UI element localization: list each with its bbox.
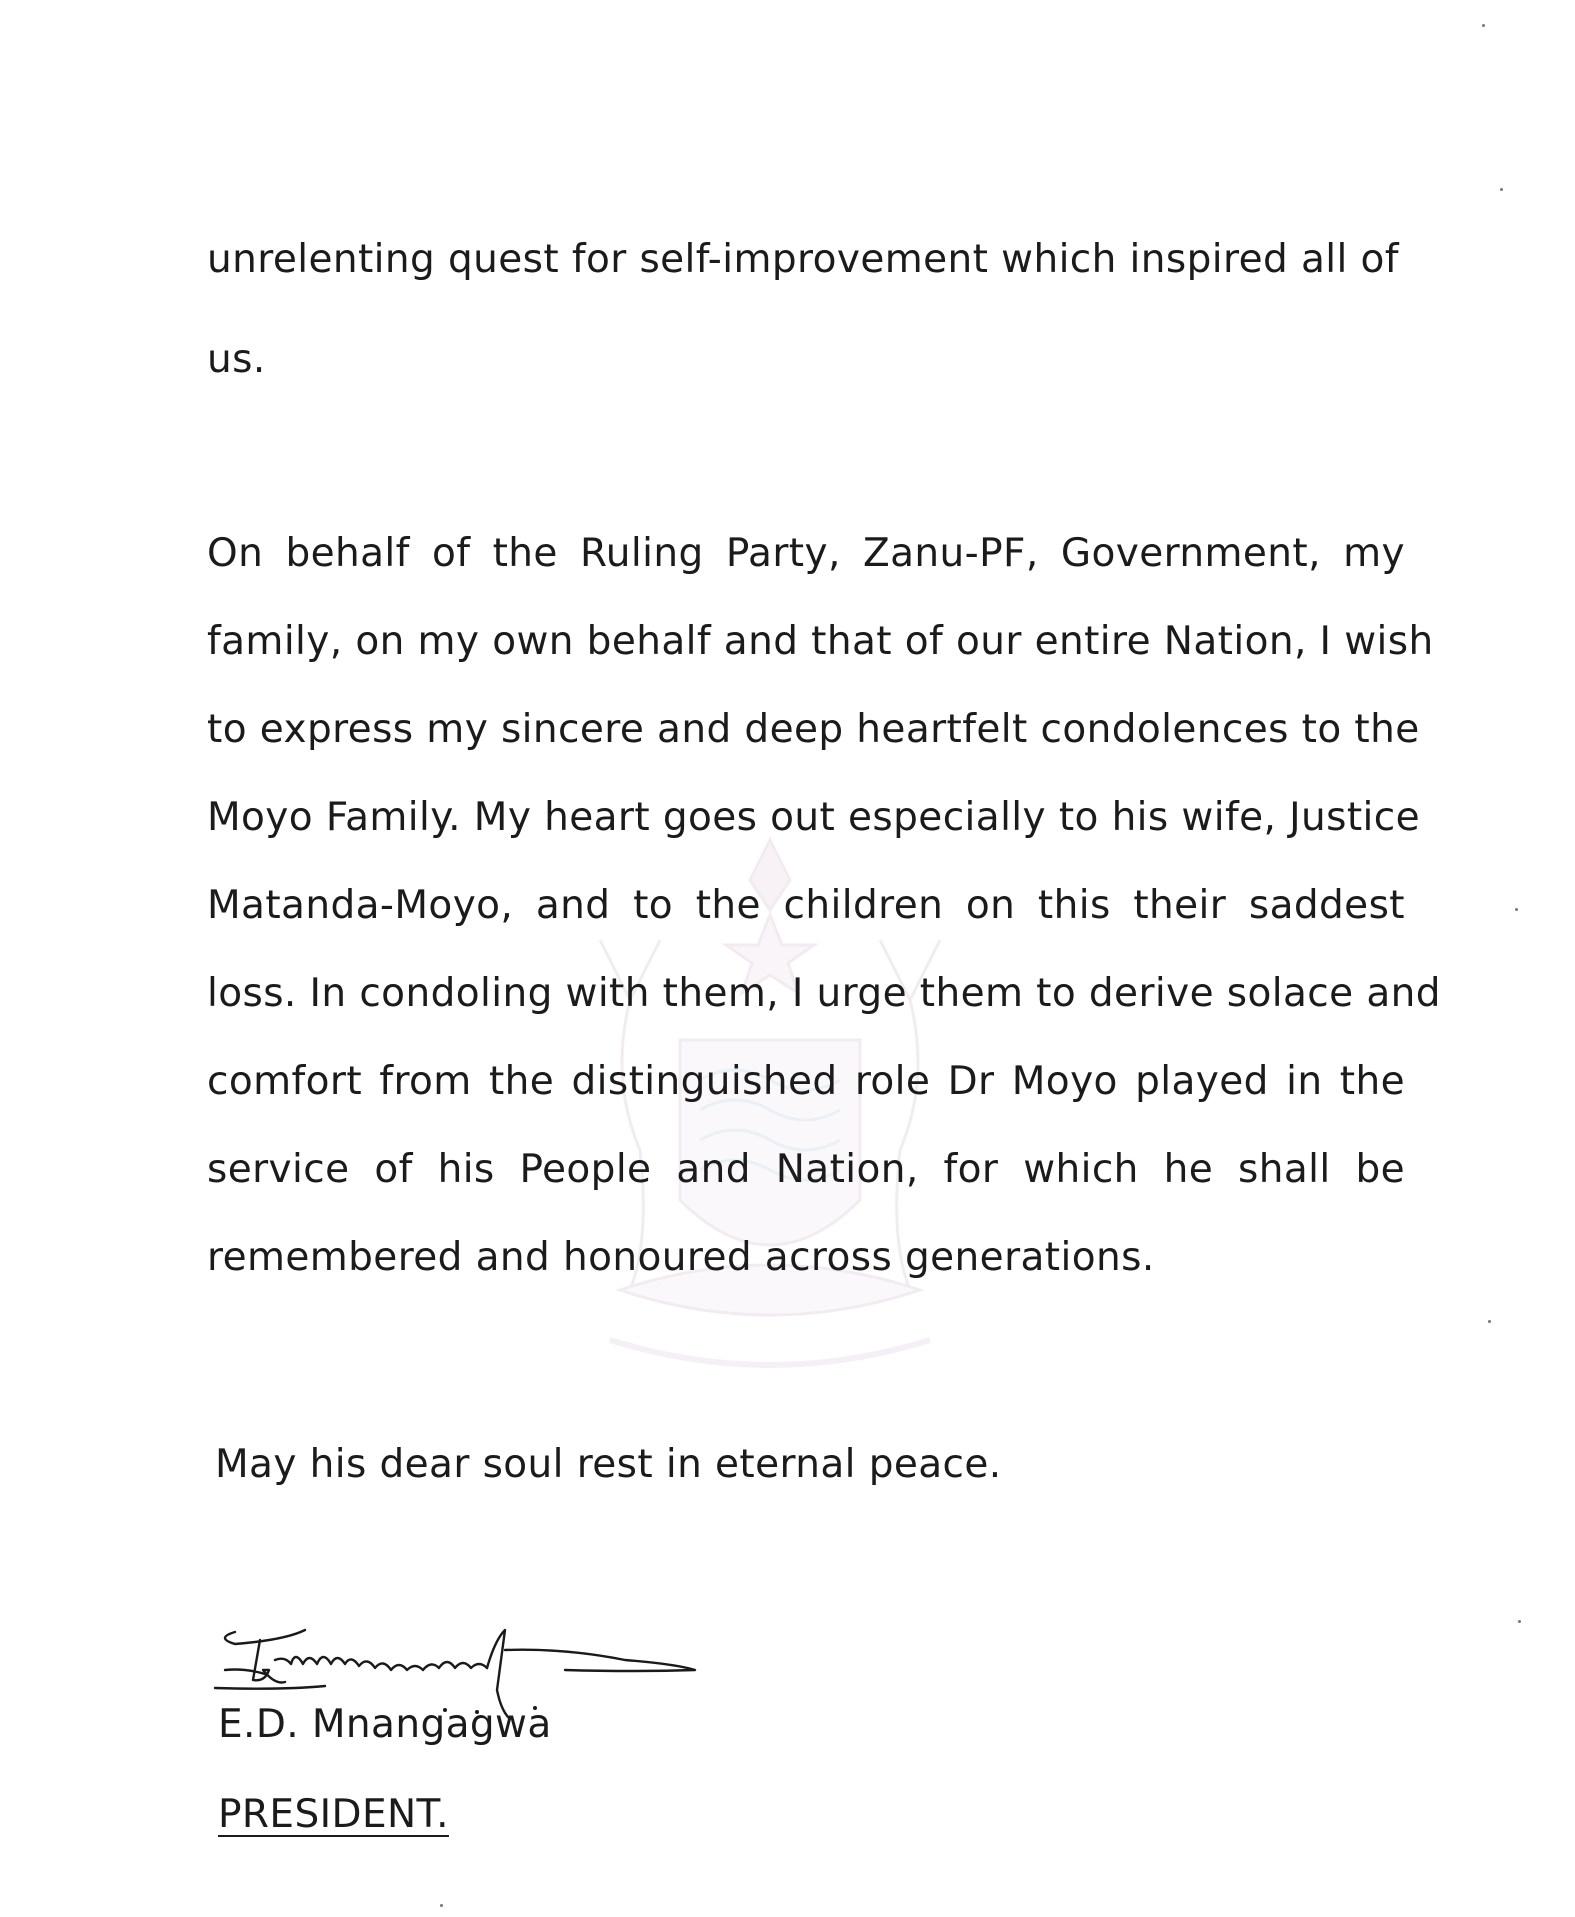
text-line: service of his People and Nation, for which he shall be xyxy=(207,1147,1405,1192)
text-line: family, on my own behalf and that of our entire Nation, I wish xyxy=(207,619,1434,664)
text-line: Matanda-Moyo, and to the children on this their saddest xyxy=(207,883,1405,928)
paragraph-continuation xyxy=(207,210,1405,410)
closing-line: May his dear soul rest in eternal peace. xyxy=(215,1442,1002,1487)
text-line: Moyo Family. My heart goes out especially to his wife, Justice xyxy=(207,795,1420,840)
condolence-paragraph xyxy=(207,510,1441,1302)
text-line: loss. In condoling with them, I urge them to derive solace and xyxy=(207,971,1441,1016)
text-line: comfort from the distinguished role Dr Moyo played in the xyxy=(207,1059,1405,1104)
signatory-name: E.D. Mnangagwa xyxy=(218,1702,552,1747)
signatory-title: PRESIDENT. xyxy=(218,1792,449,1837)
text-line: us. xyxy=(207,337,266,382)
scan-speck xyxy=(1488,1320,1491,1323)
scan-speck xyxy=(440,1904,443,1907)
text-line: to express my sincere and deep heartfelt condolences to the xyxy=(207,707,1420,752)
text-line: remembered and honoured across generations. xyxy=(207,1235,1155,1280)
text-line: On behalf of the Ruling Party, Zanu-PF, Government, my xyxy=(207,531,1405,576)
scan-speck xyxy=(1518,1620,1521,1623)
scan-speck xyxy=(1482,24,1485,27)
scan-speck xyxy=(1500,188,1503,191)
scan-speck xyxy=(1515,908,1518,911)
text-line: unrelenting quest for self-improvement which inspired all of xyxy=(207,237,1399,282)
